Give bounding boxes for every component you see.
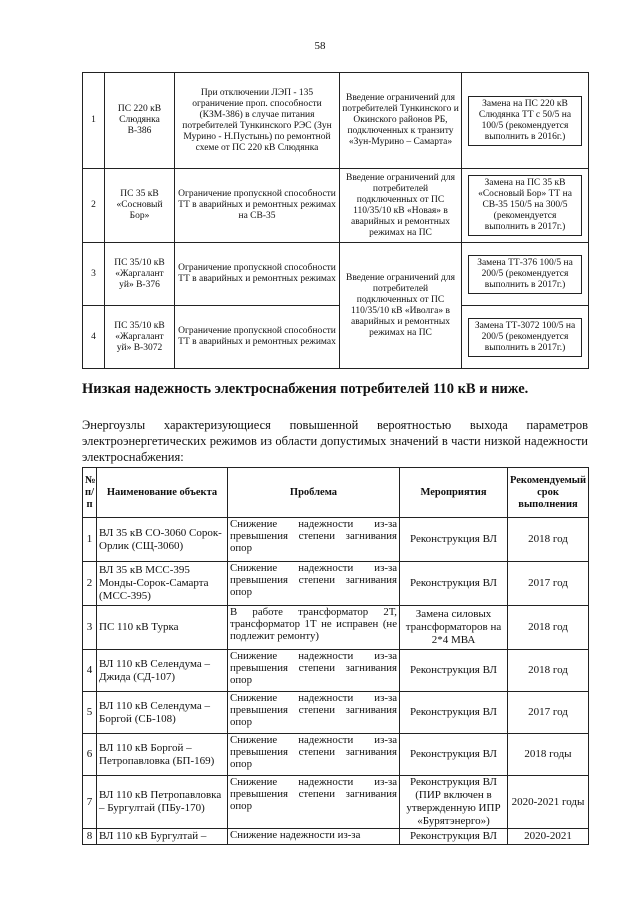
object-name: ВЛ 110 кВ Петропавловка – Бургултай (ПБу-170) [97,776,228,829]
deadline-cell: 2018 год [508,606,589,650]
constraints-table [82,72,589,369]
object-cell: ПС 35/10 кВ «Жаргалант уй» В-376 [105,243,175,306]
intro-paragraph: Энергоузлы характеризующиеся повышенной вероятностью выхода параметров электроэнергетических режимов из области допустимых значений в части низкой надежности электроснабжения: [82,418,588,464]
table-row [83,776,589,829]
row-number: 1 [83,73,105,169]
row-number: 4 [83,306,105,369]
row-number: 1 [83,518,97,562]
measure-cell: Замена силовых трансформаторов на 2*4 МВА [400,606,508,650]
row-number: 8 [83,829,97,845]
problem-cell: Снижение надежности из-за превышения степени загнивания опор [228,734,400,776]
row-number: 2 [83,169,105,243]
deadline-cell: 2017 год [508,562,589,606]
measure-cell: Реконструкция ВЛ [400,518,508,562]
object-name: ВЛ 35 кВ МСС-395 Монды-Сорок-Самарта (МСС-395) [97,562,228,606]
consequence-cell: Введение ограничений для потребителей подключенных от ПС 110/35/10 кВ «Новая» в аварийных и ремонтных режимах на ПС [340,169,462,243]
problem-cell: Снижение надежности из-за превышения степени загнивания опор [228,562,400,606]
measure-cell: Реконструкция ВЛ (ПИР включен в утвержденную ИПР «Бурятэнерго») [400,776,508,829]
measure-cell [462,169,589,243]
problem-cell: При отключении ЛЭП - 135 ограничение проп. способности (КЗМ-386) в случае питания потребителей Тункинского РЭС (Зун Мурино - Н.Пустынь) по ремонтной схеме от ПС 220 кВ Слюдянка [175,73,340,169]
row-number: 2 [83,562,97,606]
object-cell: ПС 35 кВ «Сосновый Бор» [105,169,175,243]
row-number: 5 [83,692,97,734]
page-number: 58 [314,40,326,52]
object-name: ПС 110 кВ Турка [97,606,228,650]
problem-cell: Снижение надежности из-за превышения степени загнивания опор [228,692,400,734]
measure-box: Замена ТТ-3072 100/5 на 200/5 (рекомендуется выполнить в 2017г.) [468,318,582,357]
object-name: ВЛ 110 кВ Селендума – Боргой (СБ-108) [97,692,228,734]
row-number: 3 [83,243,105,306]
object-name: ВЛ 110 кВ Селендума – Джида (СД-107) [97,650,228,692]
table-row [83,73,589,169]
row-number: 6 [83,734,97,776]
table-row [83,562,589,606]
object-name: ВЛ 35 кВ СО-3060 Сорок-Орлик (СЩ-3060) [97,518,228,562]
problem-cell: Снижение надежности из-за [228,829,400,845]
row-number: 7 [83,776,97,829]
problem-cell: В работе трансформатор 2Т, трансформатор 1Т не исправен (не подлежит ремонту) [228,606,400,650]
problem-cell: Снижение надежности из-за превышения степени загнивания опор [228,776,400,829]
header-deadline: Рекомендуемый срок выполнения [508,468,589,518]
object-name: ВЛ 110 кВ Боргой – Петропавловка (БП-169) [97,734,228,776]
table-row [83,829,589,845]
object-cell: ПС 35/10 кВ «Жаргалант уй» В-3072 [105,306,175,369]
header-name: Наименование объекта [97,468,228,518]
header-problem: Проблема [228,468,400,518]
measure-cell: Реконструкция ВЛ [400,562,508,606]
table-row [83,734,589,776]
problem-cell: Снижение надежности из-за превышения степени загнивания опор [228,518,400,562]
problem-cell: Ограничение пропускной способности ТТ в аварийных и ремонтных режимах на СВ-35 [175,169,340,243]
measure-cell: Реконструкция ВЛ [400,692,508,734]
table-row [83,650,589,692]
object-name: ВЛ 110 кВ Бургултай – [97,829,228,845]
deadline-cell: 2018 годы [508,734,589,776]
measure-cell [462,73,589,169]
deadline-cell: 2018 год [508,518,589,562]
problem-cell: Ограничение пропускной способности ТТ в аварийных и ремонтных режимах [175,306,340,369]
deadline-cell: 2018 год [508,650,589,692]
table-row [83,306,589,369]
table-row [83,518,589,562]
problem-cell: Ограничение пропускной способности ТТ в аварийных и ремонтных режимах [175,243,340,306]
deadline-cell: 2017 год [508,692,589,734]
measure-cell: Реконструкция ВЛ [400,650,508,692]
measure-cell [462,243,589,306]
reliability-table [82,467,589,845]
deadline-cell: 2020-2021 годы [508,776,589,829]
consequence-cell: Введение ограничений для потребителей Тункинского и Окинского районов РБ, подключенных к транзиту «Зун-Мурино – Самарта» [340,73,462,169]
object-cell: ПС 220 кВ Слюдянка В-386 [105,73,175,169]
row-number: 3 [83,606,97,650]
measure-cell: Реконструкция ВЛ [400,734,508,776]
deadline-cell: 2020-2021 [508,829,589,845]
header-measures: Мероприятия [400,468,508,518]
measure-box: Замена ТТ-376 100/5 на 200/5 (рекомендуется выполнить в 2017г.) [468,255,582,294]
table-row [83,243,589,306]
table-header-row [83,468,589,518]
row-number: 4 [83,650,97,692]
table-row [83,606,589,650]
table-row [83,169,589,243]
table-row [83,692,589,734]
measure-cell: Реконструкция ВЛ [400,829,508,845]
problem-cell: Снижение надежности из-за превышения степени загнивания опор [228,650,400,692]
measure-box: Замена на ПС 35 кВ «Сосновый Бор» ТТ на СВ-35 150/5 на 300/5 (рекомендуется выполнить в 2017г.) [468,175,582,236]
measure-cell [462,306,589,369]
consequence-cell: Введение ограничений для потребителей подключенных от ПС 110/35/10 кВ «Иволга» в аварийных и ремонтных режимах на ПС [340,243,462,369]
section-heading: Низкая надежность электроснабжения потребителей 110 кВ и ниже. [82,381,529,397]
measure-box: Замена на ПС 220 кВ Слюдянка ТТ с 50/5 на 100/5 (рекомендуется выполнить в 2016г.) [468,96,582,146]
header-num: № п/п [83,468,97,518]
